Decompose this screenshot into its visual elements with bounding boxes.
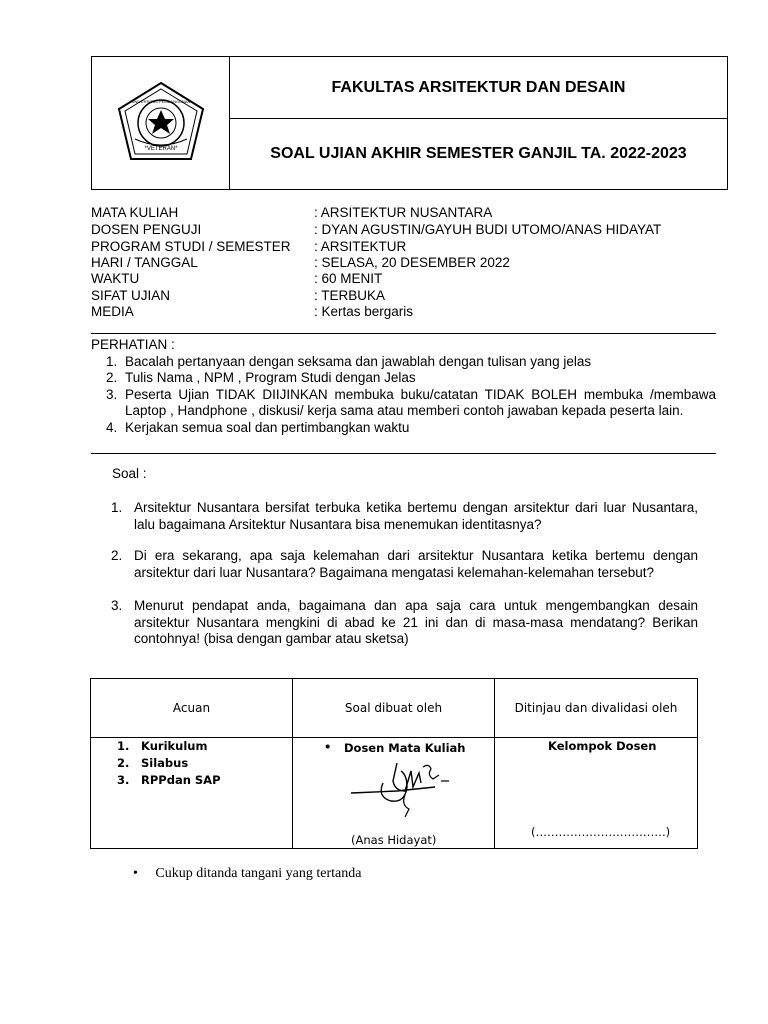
- maker-role: Dosen Mata Kuliah: [344, 741, 466, 755]
- info-label: MEDIA: [91, 304, 134, 319]
- info-value: : ARSITEKTUR: [314, 239, 407, 254]
- validator-blank: (…………………………….): [531, 825, 671, 839]
- header-maker: Soal dibuat oleh: [344, 701, 443, 715]
- acuan-list: [117, 738, 221, 789]
- divider: [91, 453, 716, 454]
- maker-bullet: •: [324, 740, 332, 754]
- university-seal-icon: [115, 81, 207, 166]
- list-item: 3. RPPdan SAP: [117, 773, 221, 787]
- svg-text:*VETERAN*: *VETERAN*: [144, 146, 178, 152]
- question-number: 1.: [111, 500, 123, 515]
- info-label: WAKTU: [91, 271, 140, 286]
- divider: [91, 333, 716, 334]
- list-item: 2. Silabus: [117, 756, 189, 770]
- instruction-item: 2. Tulis Nama , NPM , Program Studi dengan Jelas: [121, 370, 716, 387]
- signature-table: [90, 678, 698, 849]
- footnote: [133, 866, 361, 882]
- info-value: : Kertas bergaris: [314, 304, 414, 319]
- question-number: 3.: [111, 598, 123, 613]
- info-label: HARI / TANGGAL: [91, 255, 198, 270]
- maker-name: (Anas Hidayat): [351, 833, 437, 847]
- logo-cell: [92, 57, 230, 189]
- instructions-title: PERHATIAN :: [91, 337, 175, 352]
- svg-text:UNIVERSITAS PEMBANGUNAN: UNIVERSITAS PEMBANGUNAN: [131, 99, 191, 104]
- footnote-text: Cukup ditanda tangani yang tertanda: [155, 866, 362, 881]
- exam-header: [91, 56, 728, 190]
- faculty-title: FAKULTAS ARSITEKTUR DAN DESAIN: [230, 57, 727, 119]
- info-value: : DYAN AGUSTIN/GAYUH BUDI UTOMO/ANAS HIDAYAT: [314, 222, 662, 237]
- info-label: DOSEN PENGUJI: [91, 222, 202, 237]
- info-label: SIFAT UJIAN: [91, 288, 171, 303]
- info-label: PROGRAM STUDI / SEMESTER: [91, 239, 291, 254]
- info-value: : ARSITEKTUR NUSANTARA: [314, 205, 493, 220]
- question-text: Di era sekarang, apa saja kelemahan dari arsitektur Nusantara ketika bertemu dengan arsitektur dari luar Nusantara? Bagaimana mengatasi kelemahan-kelemahan tersebut?: [134, 548, 698, 580]
- info-value: : TERBUKA: [314, 288, 386, 303]
- instruction-item: 4. Kerjakan semua soal dan pertimbangkan waktu: [121, 420, 716, 437]
- exam-title: SOAL UJIAN AKHIR SEMESTER GANJIL TA. 2022-2023: [270, 145, 687, 162]
- bullet: •: [133, 866, 138, 881]
- list-item: 1. Kurikulum: [117, 739, 208, 753]
- signature-image: [347, 757, 457, 819]
- instructions-list: [91, 354, 716, 437]
- info-label: MATA KULIAH: [91, 205, 179, 220]
- question-text: Menurut pendapat anda, bagaimana dan apa saja cara untuk mengembangkan desain arsitektur Nusantara mengkini di abad ke 21 ini dan di masa-masa mendatang? Berikan contohnya! (bisa dengan gambar atau sketsa): [134, 598, 698, 646]
- info-value: : 60 MENIT: [314, 271, 383, 286]
- question-number: 2.: [111, 548, 123, 563]
- question-text: Arsitektur Nusantara bersifat terbuka ketika bertemu dengan arsitektur dari luar Nusantara, lalu bagaimana Arsitektur Nusantara bisa menemukan identitasnya?: [134, 500, 698, 532]
- questions-title: Soal :: [112, 466, 147, 481]
- validator-group: Kelompok Dosen: [548, 739, 657, 753]
- header-validator: Ditinjau dan divalidasi oleh: [514, 701, 678, 715]
- header-acuan: Acuan: [172, 701, 211, 715]
- instruction-item: 3. Peserta Ujian TIDAK DIIJINKAN membuka buku/catatan TIDAK BOLEH membuka /membawa Laptop , Handphone , diskusi/ kerja sama atau memberi contoh jawaban kepada peserta lain.: [121, 387, 716, 420]
- info-value: : SELASA, 20 DESEMBER 2022: [314, 255, 510, 270]
- instruction-item: 1. Bacalah pertanyaan dengan seksama dan jawablah dengan tulisan yang jelas: [121, 354, 716, 371]
- instructions: [91, 337, 716, 436]
